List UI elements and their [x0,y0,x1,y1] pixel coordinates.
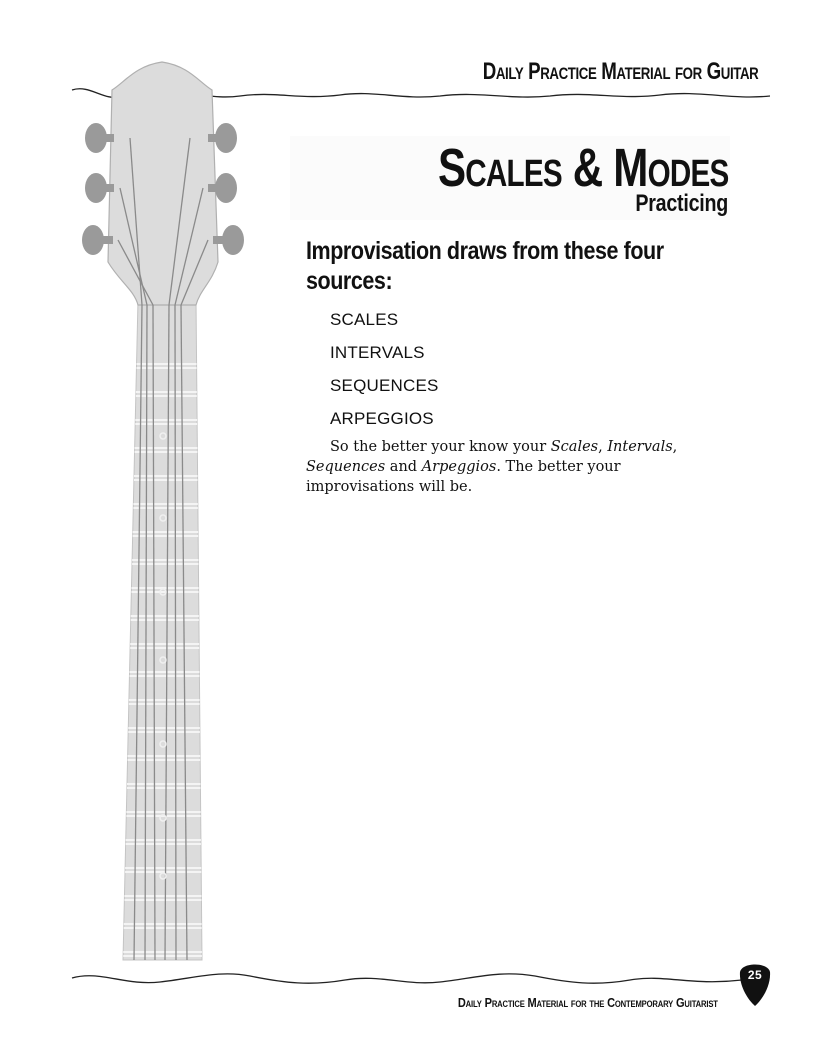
paragraph-text: . The better your improvisations will be. [306,459,621,495]
list-item: SCALES [330,310,399,329]
section-title: Scales & Modes [437,138,728,198]
term-sequences: Sequences [306,459,386,475]
list-item: INTERVALS [330,343,425,362]
headstock [108,62,218,305]
page-number: 25 [747,968,763,982]
term-intervals: Intervals [607,439,673,455]
content-heading: Improvisation draws from these four sources: [306,237,664,295]
paragraph-text: So the better your know your [330,439,551,455]
running-header: Daily Practice Material for Guitar [482,58,758,85]
section-subtitle: Practicing [635,190,728,217]
list-item: ARPEGGIOS [330,409,434,428]
footer-wavy-rule [72,974,742,983]
guitar-neck-illustration [82,62,244,960]
paragraph-conjunction: and [385,459,422,475]
sources-list [330,303,439,435]
paragraph-separator: , [672,439,678,455]
list-item: SEQUENCES [330,376,439,395]
running-footer: Daily Practice Material for the Contemporary Guitarist [458,995,718,1010]
paragraph-separator: , [598,439,608,455]
term-arpeggios: Arpeggios [421,459,497,475]
body-paragraph [306,437,706,497]
term-scales: Scales [550,439,599,455]
